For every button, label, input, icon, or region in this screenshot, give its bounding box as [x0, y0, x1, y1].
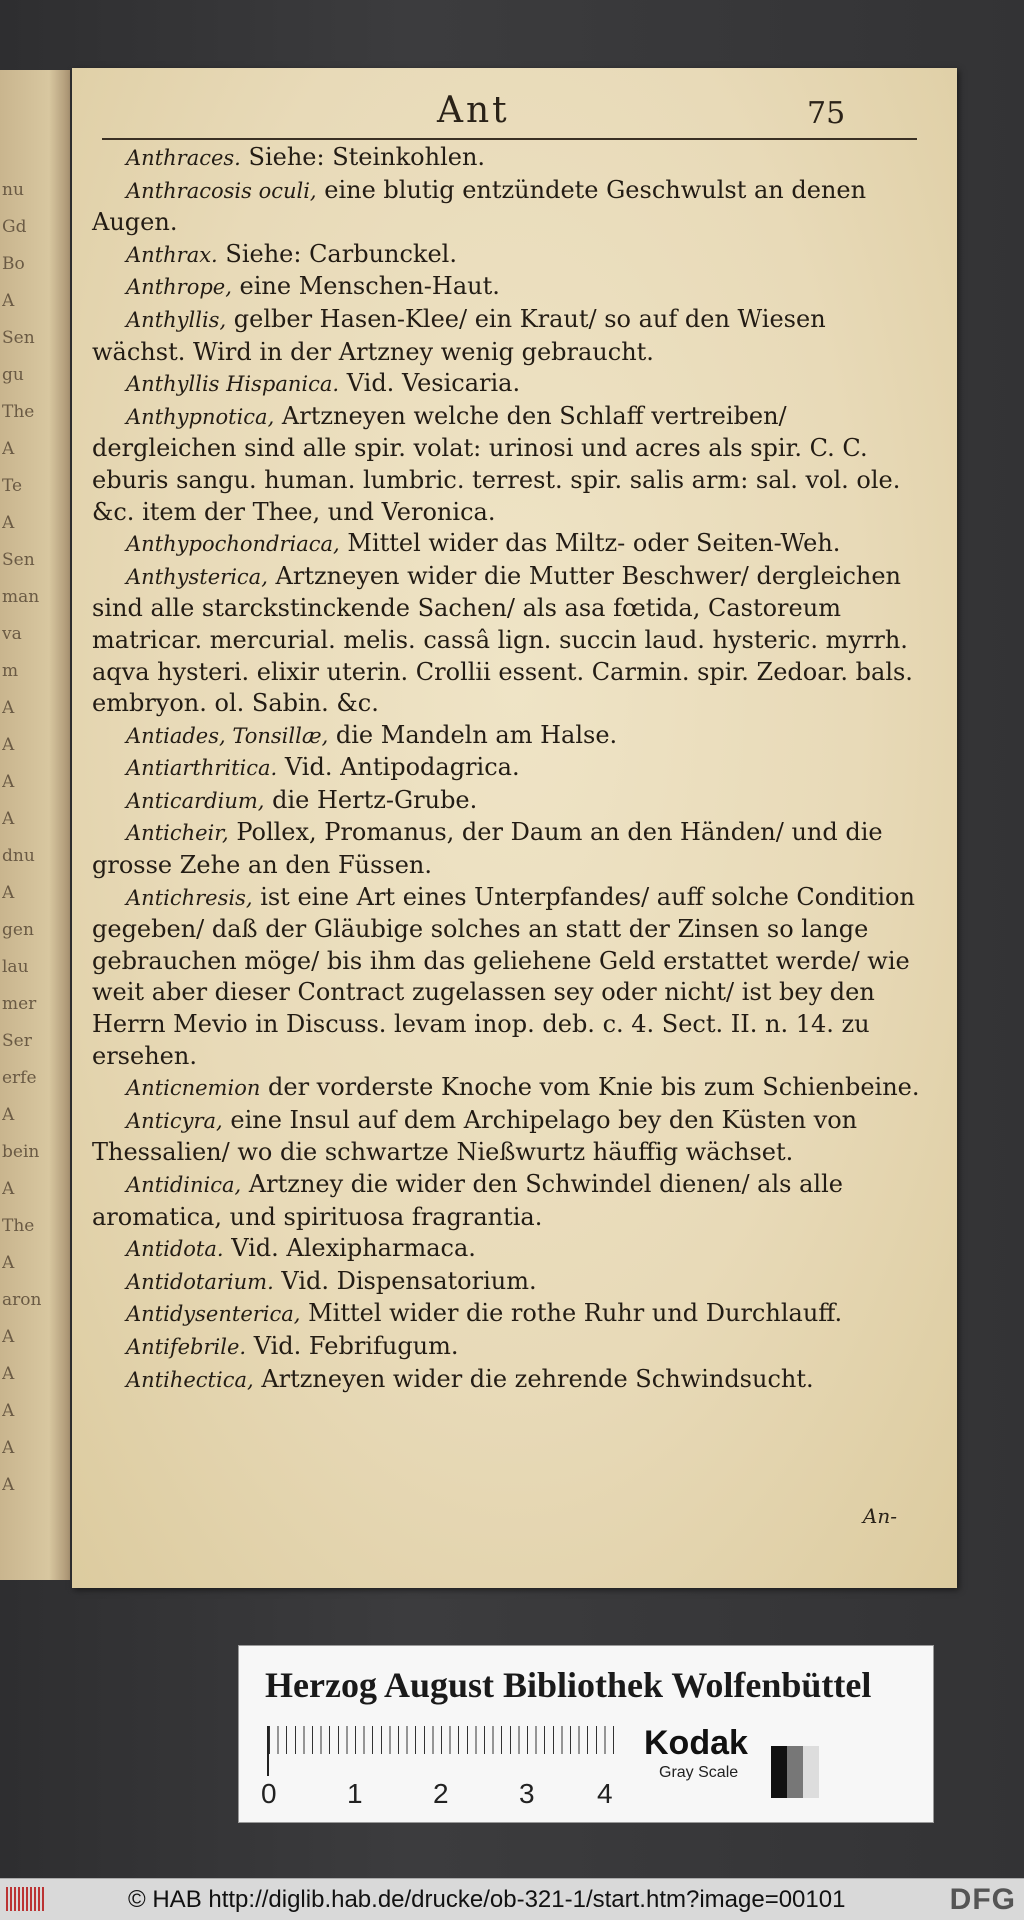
left-page-fragment: Gd — [2, 217, 27, 237]
left-page-fragment: A — [2, 883, 15, 903]
left-page-fragment: A — [2, 439, 15, 459]
left-page-fragment: mer — [2, 994, 37, 1014]
entry-lemma: Antidota. — [126, 1237, 224, 1262]
left-page-fragment: A — [2, 291, 15, 311]
page-number: 75 — [807, 96, 846, 131]
entry-lemma: Anthysterica, — [126, 564, 268, 589]
left-page-fragment: bein — [2, 1142, 40, 1162]
dictionary-entry — [92, 1298, 922, 1331]
entry-lemma: Antihectica, — [126, 1367, 254, 1392]
entry-lemma: Anthyllis, — [126, 307, 227, 332]
left-page-fragment: A — [2, 513, 15, 533]
left-page-fragment: Bo — [2, 254, 25, 274]
entry-lemma: Antiades, Tonsillæ, — [126, 723, 329, 748]
adjacent-page-edge — [0, 70, 70, 1580]
running-head: Ant — [437, 90, 510, 131]
barcode-icon — [6, 1887, 46, 1911]
left-page-fragment: Sen — [2, 550, 35, 570]
scale-label: 0 — [261, 1778, 277, 1809]
dictionary-entry — [92, 1072, 922, 1105]
left-page-fragment: A — [2, 735, 15, 755]
left-page-fragment: A — [2, 1105, 15, 1125]
entry-lemma: Anthracosis oculi, — [126, 178, 317, 203]
book-page — [72, 68, 957, 1588]
dictionary-entries — [92, 142, 922, 1396]
entry-definition: eine Menschen-Haut. — [239, 272, 500, 301]
entry-lemma: Anthrax. — [126, 242, 218, 267]
dictionary-entry — [92, 882, 922, 1073]
dictionary-entry — [92, 1233, 922, 1266]
entry-lemma: Anticnemion — [126, 1076, 261, 1101]
entry-definition: Artzneyen wider die Mutter Beschwer/ dergleichen sind alle starckstinckende Sachen/ als asa fœtida, Castoreum matricar. mercurial. melis. cassâ lign. succin laud. hysteric. myrrh. aqva hysteri. elixir uterin. Crollii essent. Carmin. spir. Zedoar. bals. embryon. ol. Sabin. &c. — [92, 561, 913, 718]
left-page-fragment: A — [2, 772, 15, 792]
entry-lemma: Antidysenterica, — [126, 1302, 301, 1327]
left-page-fragment: lau — [2, 957, 29, 977]
entry-definition: gelber Hasen-Klee/ ein Kraut/ so auf den Wiesen wächst. Wird in der Artzney wenig gebraucht. — [92, 304, 826, 366]
left-page-fragment: A — [2, 809, 15, 829]
entry-lemma: Anticheir, — [126, 821, 229, 846]
library-name: Herzog August Bibliothek Wolfenbüttel — [265, 1665, 872, 1705]
left-page-fragment: A — [2, 1327, 15, 1347]
left-page-fragment: dnu — [2, 846, 35, 866]
left-page-fragment: Ser — [2, 1031, 32, 1051]
dfg-logo: DFG — [949, 1883, 1016, 1916]
gray-swatch — [771, 1746, 787, 1798]
entry-lemma: Antidinica, — [126, 1173, 242, 1197]
dictionary-entry — [92, 175, 922, 239]
dictionary-entry — [92, 561, 922, 720]
dictionary-entry — [92, 1331, 922, 1364]
left-page-fragment: va — [2, 624, 22, 644]
entry-lemma: Anticyra, — [126, 1108, 223, 1133]
entry-definition: Vid. Dispensatorium. — [281, 1266, 537, 1295]
entry-lemma: Anthyllis Hispanica. — [126, 372, 340, 397]
color-target — [238, 1645, 934, 1823]
entry-lemma: Anthraces. — [126, 146, 241, 170]
dictionary-entry — [92, 785, 922, 818]
left-page-fragment: aron — [2, 1290, 42, 1310]
entry-definition: Siehe: Carbunckel. — [225, 239, 457, 268]
entry-definition: Mittel wider das Miltz- oder Seiten-Weh. — [347, 529, 841, 558]
left-page-fragment: A — [2, 1438, 15, 1458]
left-page-fragment: nu — [2, 180, 24, 200]
entry-definition: Vid. Febrifugum. — [253, 1331, 459, 1360]
dictionary-entry — [92, 271, 922, 304]
scale-label: 1 — [347, 1778, 363, 1809]
scale-label: 3 — [519, 1778, 535, 1809]
dictionary-entry — [92, 368, 922, 401]
left-page-fragment: A — [2, 1253, 15, 1273]
kodak-logo: Kodak — [644, 1724, 748, 1762]
dictionary-entry — [92, 752, 922, 785]
entry-definition: eine Insul auf dem Archipelago bey den Küsten von Thessalien/ wo die schwartze Nießwurtz häuffig wächset. — [92, 1105, 858, 1167]
left-page-fragment: m — [2, 661, 19, 681]
entry-definition: die Mandeln am Halse. — [335, 720, 618, 749]
left-page-fragment: The — [2, 402, 35, 422]
header-rule — [102, 138, 917, 140]
entry-definition: eine blutig entzündete Geschwulst an denen Augen. — [92, 175, 867, 237]
entry-definition: Artzney die wider den Schwindel dienen/ als alle aromatica, und spirituosa fragrantia. — [92, 1170, 843, 1231]
catchword: An- — [862, 1504, 897, 1528]
left-page-fragment: A — [2, 1401, 15, 1421]
entry-lemma: Antifebrile. — [126, 1334, 247, 1359]
entry-definition: ist eine Art eines Unterpfandes/ auff solche Condition gegeben/ daß der Gläubige solches an statt der Zinsen so lange gebrauchen möge/ bis ihm das geliehene Geld erstattet werde/ wie weit aber dieser Contract zugelassen sey oder nicht/ ist bey den Herrn Mevio in Discuss. levam inop. deb. c. 4. Sect. II. n. 14. zu ersehen. — [92, 882, 915, 1070]
entry-lemma: Antichresis, — [126, 885, 253, 910]
dictionary-entry — [92, 1364, 922, 1397]
left-page-fragment: gen — [2, 920, 34, 940]
entry-definition: die Hertz-Grube. — [272, 785, 478, 814]
left-page-fragment: The — [2, 1216, 35, 1236]
entry-definition: Siehe: Steinkohlen. — [248, 143, 486, 171]
entry-lemma: Anthypochondriaca, — [126, 532, 340, 557]
copyright-link[interactable]: © HAB http://diglib.hab.de/drucke/ob-321-1/start.htm?image=00101 — [128, 1886, 846, 1913]
entry-definition: Artzneyen welche den Schlaff vertreiben/ dergleichen sind alle spir. volat: urinosi und acres als spir. C. C. eburis sangu. human. lumbric. terrest. spir. salis arm: sal. vol. ole. &c. item der Thee, und Veronica. — [92, 401, 901, 526]
left-page-fragment: Sen — [2, 328, 35, 348]
gray-swatch — [803, 1746, 819, 1798]
scale-ruler — [267, 1726, 614, 1776]
gray-swatch — [787, 1746, 803, 1798]
left-page-fragment: man — [2, 587, 40, 607]
entry-lemma: Antiarthritica. — [126, 756, 278, 781]
dictionary-entry — [92, 720, 922, 753]
entry-definition: Artzneyen wider die zehrende Schwindsucht. — [261, 1364, 814, 1393]
entry-definition: Mittel wider die rothe Ruhr und Durchlauff. — [308, 1299, 843, 1328]
dictionary-entry — [92, 239, 922, 272]
entry-lemma: Antidotarium. — [126, 1269, 274, 1294]
left-page-fragment: gu — [2, 365, 24, 385]
left-page-fragment: A — [2, 1179, 15, 1199]
viewer-footer — [0, 1878, 1024, 1920]
dictionary-entry — [92, 817, 922, 881]
scale-label: 2 — [433, 1778, 449, 1809]
scale-label: 4 — [597, 1778, 613, 1809]
dictionary-entry — [92, 1266, 922, 1299]
left-page-fragment: Te — [2, 476, 23, 496]
dictionary-entry — [92, 1169, 922, 1233]
left-page-fragment: A — [2, 1364, 15, 1384]
dictionary-entry — [92, 304, 922, 368]
dictionary-entry — [92, 401, 922, 528]
entry-lemma: Anthypnotica, — [126, 404, 275, 429]
entry-lemma: Anticardium, — [126, 788, 265, 813]
left-page-fragment: A — [2, 1475, 15, 1495]
entry-definition: der vorderste Knoche vom Knie bis zum Schienbeine. — [268, 1073, 920, 1102]
entry-definition: Vid. Antipodagrica. — [284, 753, 520, 782]
entry-definition: Pollex, Promanus, der Daum an den Händen/ und die grosse Zehe an den Füssen. — [92, 818, 883, 880]
gray-scale-label: Gray Scale — [659, 1764, 739, 1781]
entry-definition: Vid. Vesicaria. — [346, 369, 521, 398]
entry-definition: Vid. Alexipharmaca. — [231, 1234, 476, 1263]
left-page-fragment: erfe — [2, 1068, 37, 1088]
dictionary-entry — [92, 142, 922, 175]
entry-lemma: Anthrope, — [126, 275, 232, 300]
dictionary-entry — [92, 528, 922, 561]
dictionary-entry — [92, 1105, 922, 1169]
left-page-fragment: A — [2, 698, 15, 718]
